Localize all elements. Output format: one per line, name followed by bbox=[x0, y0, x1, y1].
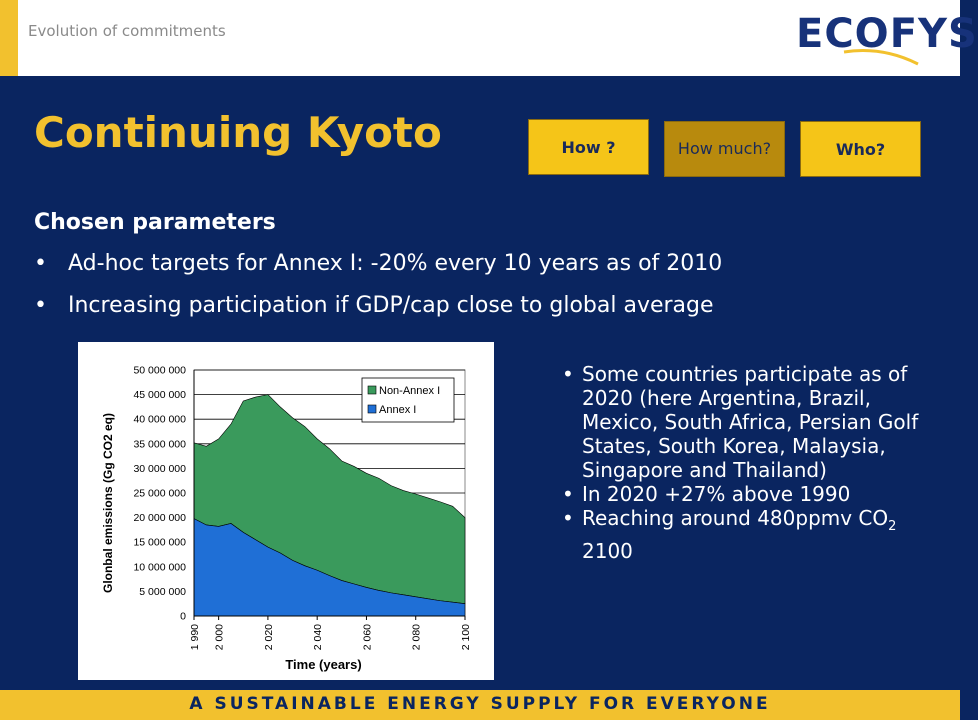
side-item-participation: • Some countries participate as of 2020 (here Argentina, Brazil, Mexico, South Africa, Persian Golf States, South Korea, Malaysia, Singapore and Thailand) bbox=[562, 362, 919, 482]
legend-label: Non-Annex I bbox=[379, 385, 441, 397]
nav-who-button[interactable]: Who? bbox=[800, 121, 921, 177]
x-tick-label: 2 060 bbox=[361, 624, 374, 651]
accent-stripe bbox=[0, 0, 18, 76]
section-label: Evolution of commitments bbox=[28, 22, 226, 40]
x-tick-label: 1 990 bbox=[189, 624, 201, 651]
page-title: Continuing Kyoto bbox=[34, 108, 442, 157]
side-bullet-list bbox=[560, 362, 950, 563]
x-tick-label: 2 100 bbox=[460, 624, 472, 651]
ecofys-logo bbox=[796, 11, 978, 66]
x-axis-title: Time (years) bbox=[285, 657, 362, 672]
legend-label: Annex I bbox=[379, 404, 417, 416]
top-bar bbox=[0, 0, 978, 76]
y-tick-label: 5 000 000 bbox=[139, 585, 186, 598]
emissions-chart bbox=[78, 342, 494, 680]
y-tick-label: 25 000 000 bbox=[133, 487, 186, 500]
y-tick-label: 20 000 000 bbox=[133, 512, 186, 525]
y-tick-label: 15 000 000 bbox=[133, 536, 186, 549]
nav-how-much-button[interactable]: How much? bbox=[664, 121, 785, 177]
y-axis-title: Glonbal emissions (Gg CO2 eq) bbox=[101, 412, 115, 594]
side-item-concentration: • Reaching around 480ppmv $CO_2$ 2100 bbox=[562, 506, 897, 563]
logo-swoosh-icon bbox=[842, 48, 922, 66]
legend-swatch bbox=[368, 405, 376, 413]
x-tick-label: 2 020 bbox=[262, 624, 275, 651]
logo-wordmark: ECOFYS bbox=[796, 11, 978, 57]
bullet-participation: • Increasing participation if GDP/cap close to global average bbox=[34, 293, 714, 318]
y-tick-label: 0 bbox=[180, 610, 186, 623]
y-tick-label: 40 000 000 bbox=[133, 413, 186, 426]
y-tick-label: 50 000 000 bbox=[133, 364, 186, 377]
side-item-2020: • In 2020 +27% above 1990 bbox=[562, 482, 851, 506]
footer-slogan: A SUSTAINABLE ENERGY SUPPLY FOR EVERYONE bbox=[189, 694, 771, 714]
y-tick-label: 10 000 000 bbox=[133, 561, 186, 574]
nav-how-button[interactable]: How ? bbox=[528, 119, 649, 175]
y-tick-label: 30 000 000 bbox=[133, 462, 186, 475]
bullet-dot: • bbox=[34, 251, 47, 276]
x-tick-label: 2 080 bbox=[410, 624, 423, 651]
y-tick-label: 35 000 000 bbox=[133, 438, 186, 451]
footer-bar bbox=[0, 690, 960, 720]
x-tick-label: 2 000 bbox=[213, 624, 226, 651]
subtitle: Chosen parameters bbox=[34, 210, 276, 235]
y-tick-label: 45 000 000 bbox=[133, 389, 186, 402]
bullet-targets: • Ad-hoc targets for Annex I: -20% every 10 years as of 2010 bbox=[34, 251, 723, 276]
bullet-dot: • bbox=[34, 293, 47, 318]
legend-swatch bbox=[368, 386, 376, 394]
x-tick-label: 2 040 bbox=[312, 624, 325, 651]
chart-svg bbox=[78, 342, 494, 680]
